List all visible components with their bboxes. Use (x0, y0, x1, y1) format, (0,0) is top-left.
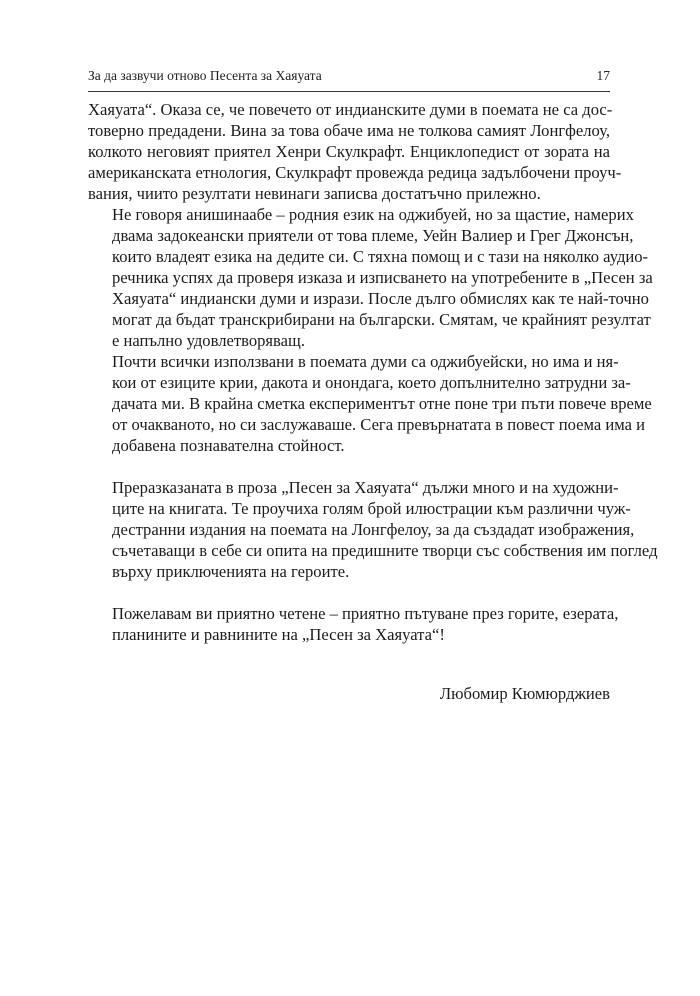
text-line: кои от езиците крии, дакота и онондага, което допълнително затрудни за- (112, 373, 631, 392)
text-line: американската етнология, Скулкрафт провежда редица задълбочени проуч- (88, 163, 622, 182)
text-line: колкото неговият приятел Хенри Скулкрафт. Енциклопедист от зората на (88, 142, 610, 161)
text-line: съчетаващи в себе си опита на предишните творци със собствения им поглед (112, 541, 658, 560)
text-line: Преразказаната в проза „Песен за Хаяуата“ дължи много и на художни- (112, 478, 619, 497)
page-number: 17 (596, 68, 610, 83)
text-line: планините и равнините на „Песен за Хаяуата“! (112, 625, 445, 644)
text-line: Пожелавам ви приятно четене – приятно пътуване през горите, езерата, (112, 604, 619, 623)
text-line: вания, чиито резултати невинаги записва достатъчно прилежно. (88, 184, 541, 203)
paragraph-4 (88, 477, 658, 582)
running-header-title: За да зазвучи отново Песента за Хаяуата (88, 68, 322, 83)
text-line: Хаяуата“ индиански думи и изрази. После дълго обмислях как те най-точно (112, 289, 649, 308)
text-line: от очакваното, но си заслужаваше. Сега превърнатата в повест поема има и (112, 415, 646, 434)
text-line: дачата ми. В крайна сметка експериментът отне поне три пъти повече време (112, 394, 652, 413)
text-line: ците на книгата. Те проучиха голям брой илюстрации към различни чуж- (112, 499, 631, 518)
text-line: върху приключенията на героите. (112, 562, 350, 581)
author-signature: Любомир Кюмюрджиев (439, 684, 610, 703)
section-gap (88, 456, 610, 477)
text-line: Хаяуата“. Оказа се, че повечето от индианските думи в поемата не са дос- (88, 100, 613, 119)
text-line: Не говоря анишинаабе – родния език на оджибуей, но за щастие, намерих (112, 205, 634, 224)
paragraph-5 (88, 603, 619, 645)
section-gap (88, 582, 610, 603)
text-line: които владеят езика на дедите си. С тяхна помощ и с тази на няколко аудио- (112, 247, 649, 266)
text-line: е напълно удовлетворяващ. (112, 331, 305, 350)
header-rule (88, 91, 610, 92)
text-line: двама задокеански приятели от това племе, Уейн Валиер и Грег Джонсън, (112, 226, 634, 245)
body-text (88, 99, 658, 645)
paragraph-1 (88, 99, 622, 204)
text-line: речника успях да проверя изказа и изписването на употребените в „Песен за (112, 268, 653, 287)
paragraph-2 (88, 204, 653, 351)
text-line: добавена познавателна стойност. (112, 436, 345, 455)
text-line: могат да бъдат транскрибирани на български. Смятам, че крайният резултат (112, 310, 651, 329)
text-line: дестранни издания на поемата на Лонгфелоу, за да създадат изображения, (112, 520, 635, 539)
text-line: товерно предадени. Вина за това обаче има не толкова самият Лонгфелоу, (88, 121, 610, 140)
text-line: Почти всички използвани в поемата думи са оджибуейски, но има и ня- (112, 352, 619, 371)
running-header (88, 68, 610, 88)
paragraph-3 (88, 351, 652, 456)
